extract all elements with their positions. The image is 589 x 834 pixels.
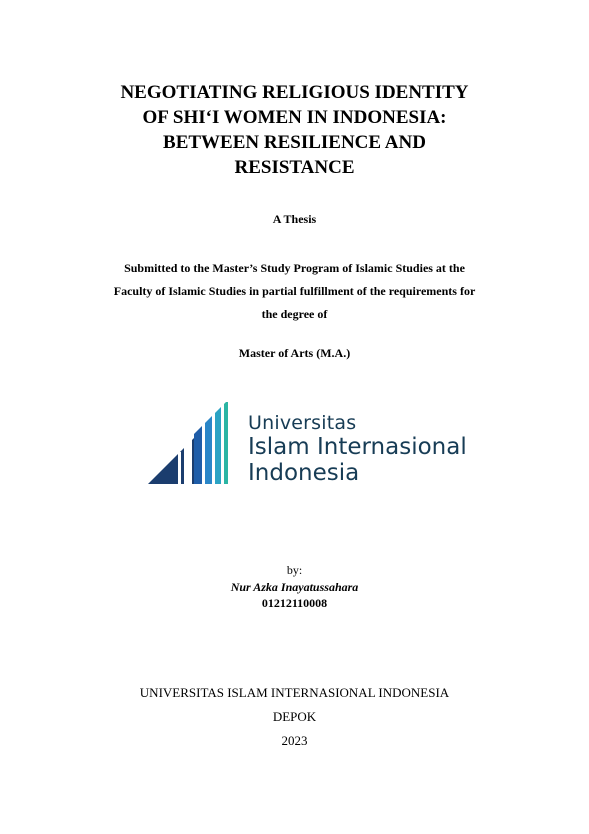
logo-wordmark-line-1: Universitas	[248, 412, 357, 434]
logo-wordmark-line-3: Indonesia	[248, 460, 360, 486]
logo-mark-slit-2	[184, 446, 187, 484]
footer-city: DEPOK	[272, 709, 317, 724]
logo-wordmark-line-2: Islam Internasional	[248, 434, 467, 460]
title-line-4: RESISTANCE	[234, 157, 355, 178]
document-type: A Thesis	[272, 212, 317, 226]
logo-mark-slit-1	[178, 452, 181, 484]
logo-mark-bar-5	[224, 402, 228, 484]
footer-year: 2023	[281, 733, 308, 748]
logo-mark-bar-4	[215, 407, 221, 484]
author-name: Nur Azka Inayatussahara	[230, 580, 359, 594]
footer-institution: UNIVERSITAS ISLAM INTERNASIONAL INDONESIA	[139, 685, 450, 700]
title-line-2: OF SHI‘I WOMEN IN INDONESIA:	[142, 107, 447, 128]
degree-name: Master of Arts (M.A.)	[238, 346, 351, 360]
institution-footer	[0, 681, 589, 753]
submission-line-3: the degree of	[261, 307, 328, 321]
logo-mark-bar-3	[205, 416, 212, 484]
title-line-3: BETWEEN RESILIENCE AND	[163, 132, 426, 153]
submission-line-1: Submitted to the Master’s Study Program of Islamic Studies at the	[124, 261, 465, 275]
submission-line-2: Faculty of Islamic Studies in partial fulfillment of the requirements for	[113, 284, 476, 298]
thesis-title	[0, 80, 589, 180]
title-line-1: NEGOTIATING RELIGIOUS IDENTITY	[120, 82, 469, 103]
submission-statement	[0, 257, 589, 326]
by-label: by:	[286, 563, 303, 577]
student-id: 01212110008	[261, 596, 328, 610]
university-logo-wordmark	[248, 412, 467, 486]
logo-mark-bar-2	[194, 426, 202, 484]
university-logo	[148, 402, 478, 488]
university-logo-mark-icon	[148, 402, 234, 488]
